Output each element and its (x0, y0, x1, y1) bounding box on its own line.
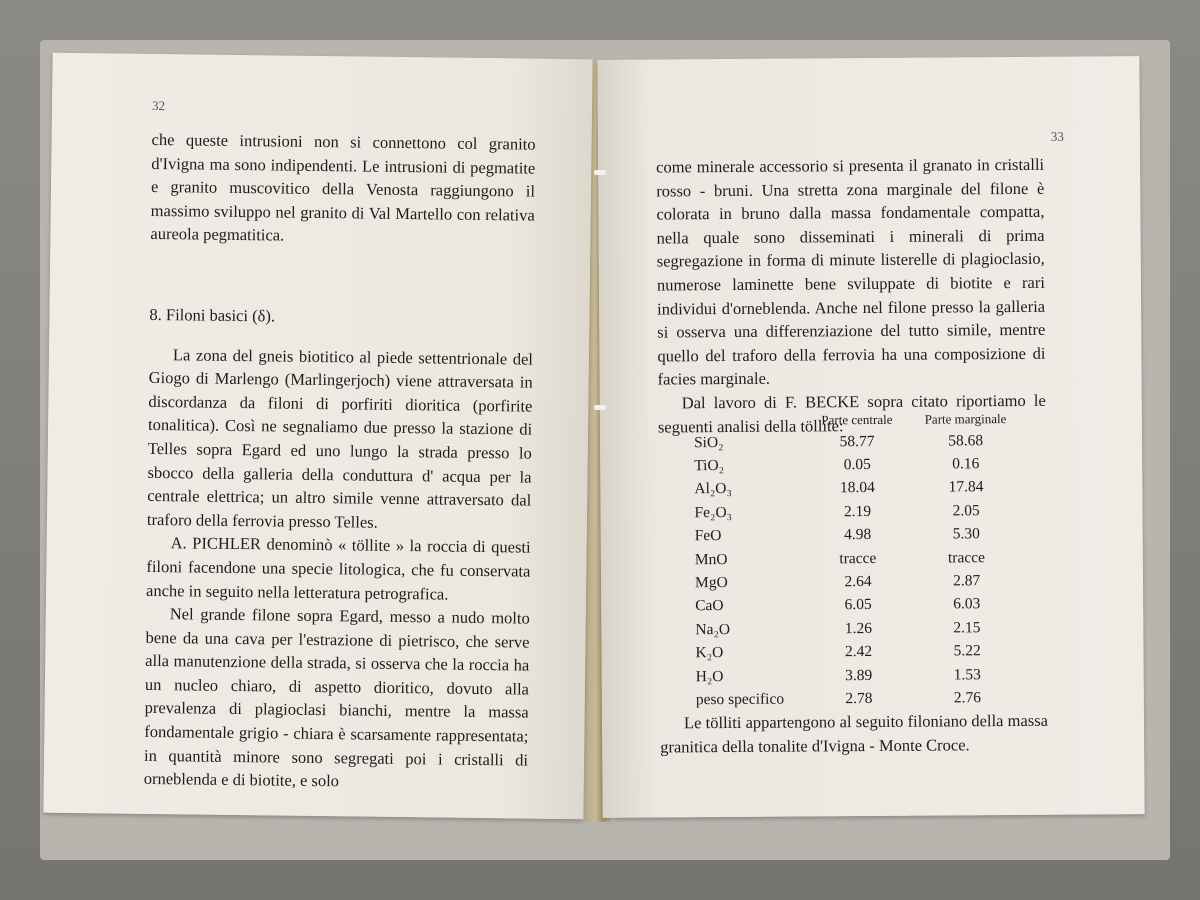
compound-cell: FeO (694, 527, 722, 545)
compound-cell: MgO (694, 574, 728, 592)
marginal-value-cell: 2.76 (953, 689, 982, 707)
table-row (681, 546, 1021, 572)
compound-cell: SiO₂ (693, 433, 724, 451)
central-value-cell: 3.89 (845, 666, 873, 684)
paragraph: come minerale accessorio si presenta il granato in cristalli rosso - bruni. Una stretta zona marginale del filone è colorata in bruno dalla massa fondamentale compatta, nella quale sono disseminati i minerali di prima segregazione in forma di minute listerelle di plagioclasio, numerose laminette bene sviluppate di biotite e rari individui d'orneblenda. Anche nel filone presso la galleria si osserva una differenziazione del tutto simile, mentre quello del traforo della ferrovia ha una composizione di facies marginale. (656, 154, 1046, 389)
paragraph: Le tölliti appartengono al seguito filoniano della massa granitica della tonalite d'Ivigna - Monte Croce. (660, 710, 1049, 757)
central-value-cell: 2.78 (845, 689, 873, 708)
marginal-value-cell: 1.53 (953, 665, 981, 684)
table-row (680, 476, 1020, 502)
marginal-value-cell: 5.22 (953, 642, 981, 660)
compound-cell: H₂O (695, 667, 724, 685)
binding-stitch (594, 405, 606, 410)
table-row (681, 523, 1021, 549)
marginal-value-cell: 17.84 (948, 478, 984, 496)
central-value-cell: 0.05 (843, 456, 871, 474)
compound-cell: Na₂O (695, 620, 731, 639)
column-header: Parte centrale (821, 411, 893, 428)
central-value-cell: tracce (839, 549, 877, 567)
marginal-value-cell: tracce (947, 548, 986, 567)
central-value-cell: 4.98 (844, 526, 872, 544)
compound-cell: peso specifico (695, 690, 785, 709)
table-row (681, 593, 1021, 619)
marginal-value-cell: 2.87 (953, 572, 981, 590)
right-page-text (656, 153, 1046, 439)
compound-cell: CaO (695, 597, 724, 615)
paragraph: Nel grande filone sopra Egard, messo a nudo molto bene da una cava per l'estrazione di pietrisco, che serve alla manutenzione della strada, si osserva che la roccia ha un nucleo chiaro, di aspetto dioritico, dovuto alla prevalenza di plagioclasi bianchi, mentre la massa fondamentale grigio - chiara è scarsamente rappresentata; in quantità minore sono segregati poi i cristalli di orneblenda e di biotite, e solo (143, 604, 530, 791)
page-number: 32 (151, 97, 166, 114)
analysis-table (680, 409, 1022, 712)
page-number: 33 (1050, 128, 1064, 144)
table-row (681, 616, 1021, 642)
table-row (682, 663, 1022, 689)
table-row (682, 686, 1022, 712)
section-heading: 8. Filoni basici (δ). (149, 304, 276, 326)
table-row (680, 429, 1020, 455)
left-page-text (144, 128, 536, 795)
table-row (681, 569, 1021, 595)
paragraph: Dal lavoro di F. BECKE sopra citato riportiamo le seguenti analisi della töllite: (657, 390, 1046, 437)
compound-cell: K₂O (695, 644, 724, 662)
marginal-value-cell: 6.03 (953, 595, 981, 613)
central-value-cell: 2.42 (844, 643, 873, 661)
marginal-value-cell: 2.15 (953, 619, 981, 637)
marginal-value-cell: 2.05 (952, 502, 980, 520)
column-header: Parte marginale (924, 411, 1007, 427)
marginal-value-cell: 58.68 (948, 431, 984, 450)
marginal-value-cell: 0.16 (952, 455, 980, 473)
binding-stitch (594, 170, 606, 175)
central-value-cell: 2.19 (843, 502, 872, 521)
central-value-cell: 1.26 (844, 619, 872, 637)
central-value-cell: 6.05 (844, 596, 872, 614)
compound-cell: Al₂O₃ (694, 480, 732, 498)
closing-text (660, 709, 1048, 759)
paragraph: La zona del gneis biotitico al piede settentrionale del Giogo di Marlengo (Marlingerjoch) viene attraversata in discordanza da filoni di porfiriti dioritica (porfirite tonalitica). Così ne segnaliamo due presso la stazione di Telles sopra Egard ed uno lungo la strada presso lo sbocco della galleria della conduttura d' acqua per la centrale elettrica; un altro simile venne attraversato dal traforo della ferrovia presso Telles. (146, 344, 534, 532)
compound-cell: Fe₂O₃ (694, 503, 733, 522)
left-page (43, 53, 592, 820)
intro-paragraph: che queste intrusioni non si connettono col granito d'Ivigna ma sono indipendenti. Le intrusioni di pegmatite e granito muscovitico della Venosta raggiungono il massimo sviluppo nel granito di Val Martello con relativa aureola pegmatitica. (150, 129, 536, 245)
table-row (681, 639, 1021, 665)
marginal-value-cell: 5.30 (952, 525, 980, 543)
compound-cell: TiO₂ (694, 457, 725, 475)
central-value-cell: 2.64 (844, 573, 872, 591)
table-row (680, 452, 1020, 478)
compound-cell: MnO (694, 550, 728, 568)
paragraph: A. PICHLER denominò « töllite » la roccia di questi filoni facendone una specie litologica, che fu conservata anche in seguito nella letteratura petrografica. (145, 533, 531, 604)
central-value-cell: 58.77 (839, 432, 875, 450)
right-page (597, 56, 1144, 818)
central-value-cell: 18.04 (839, 479, 875, 497)
table-row (680, 499, 1020, 525)
